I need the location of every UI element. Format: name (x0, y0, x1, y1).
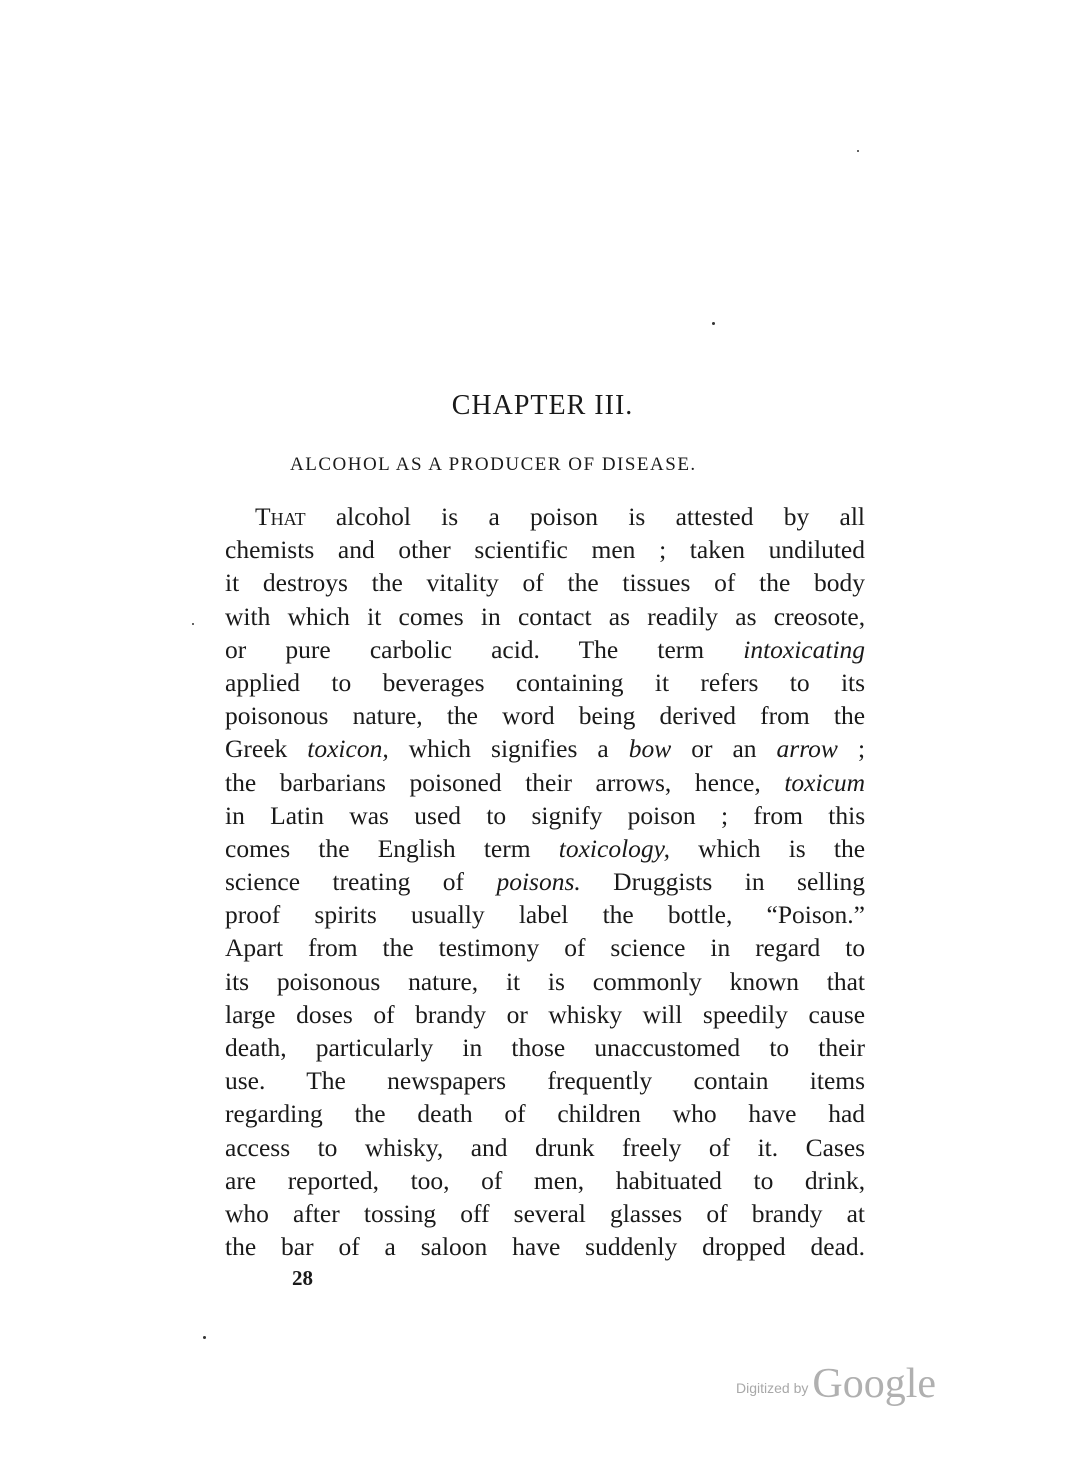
body-line (225, 898, 865, 931)
body-word: of (442, 867, 465, 897)
body-word: the (759, 568, 791, 598)
body-word: it. (757, 1132, 779, 1162)
body-word: their (818, 1033, 866, 1062)
body-word: the (225, 767, 257, 797)
body-word: the (318, 833, 350, 863)
body-word: particularly (315, 1033, 434, 1062)
body-word: which (287, 601, 350, 631)
body-word: readily (647, 601, 719, 631)
body-word: to (769, 1033, 790, 1062)
body-word: “Poison.” (766, 900, 865, 930)
body-word: who (672, 1099, 717, 1129)
body-word: off (460, 1198, 490, 1228)
body-word: men (591, 535, 636, 565)
body-word: of (338, 1232, 360, 1262)
body-word: vitality (426, 568, 499, 598)
body-line (225, 1064, 865, 1097)
body-word: testimony (438, 933, 540, 963)
body-word: bottle, (667, 900, 733, 930)
print-speck (712, 322, 715, 325)
body-word: is (547, 966, 565, 996)
body-word: a (597, 734, 609, 764)
body-word: will (642, 999, 683, 1029)
body-word: that (826, 966, 866, 996)
body-word: from (308, 933, 358, 963)
body-word: use. (225, 1066, 266, 1096)
body-word: of (564, 933, 586, 963)
body-word: proof (225, 900, 281, 930)
body-word: science (610, 933, 686, 963)
body-word: the (833, 701, 866, 731)
body-word: with (225, 601, 271, 631)
body-word: have (512, 1232, 561, 1262)
body-word: the (225, 1232, 257, 1262)
body-word: Latin (270, 800, 324, 830)
body-word: it (654, 667, 670, 697)
body-word: contact (517, 601, 592, 631)
body-word: the (382, 933, 414, 963)
body-word: from (760, 701, 810, 731)
body-word: derived (659, 701, 737, 731)
body-line (225, 500, 865, 533)
body-word: an (732, 734, 757, 764)
body-word: to (753, 1165, 774, 1195)
body-word: the (354, 1099, 386, 1129)
body-word: reported, (287, 1165, 380, 1195)
body-word: being (578, 701, 636, 731)
body-line (225, 766, 865, 799)
body-word: it (225, 568, 240, 598)
body-word: speedily (702, 999, 788, 1029)
body-word: destroys (262, 568, 348, 598)
body-word: signifies (491, 734, 578, 764)
body-word: term (657, 634, 705, 664)
body-word: in (462, 1033, 483, 1062)
body-word: after (293, 1198, 340, 1228)
body-word: their (525, 767, 572, 797)
body-word: pure (285, 634, 331, 664)
body-word: nature, (408, 966, 479, 996)
body-line (225, 533, 865, 566)
body-word: all (839, 502, 866, 531)
body-word: a (488, 502, 500, 531)
body-word: of (714, 568, 736, 598)
body-word: Greek (225, 734, 288, 764)
body-word: as (608, 601, 631, 631)
body-word: signify (531, 800, 603, 830)
body-word: body (814, 568, 866, 598)
body-word: suddenly (585, 1232, 678, 1262)
watermark-prefix: Digitized by (736, 1380, 809, 1396)
body-word: poisonous (276, 966, 381, 996)
body-word: English (377, 833, 456, 863)
body-word: is (441, 502, 459, 531)
body-word: death, (225, 1033, 287, 1062)
body-word: it (505, 966, 521, 996)
body-word: to (331, 667, 352, 697)
body-line (225, 1164, 865, 1197)
body-line (225, 865, 865, 898)
body-word: term (483, 833, 531, 863)
print-speck (203, 1336, 206, 1339)
body-word: label (518, 900, 569, 930)
body-word: ; (659, 535, 667, 565)
body-word: The (306, 1066, 346, 1096)
body-word: brandy (751, 1198, 823, 1228)
body-word: newspapers (387, 1066, 507, 1096)
body-word: have (748, 1099, 797, 1129)
body-word: bow (628, 734, 672, 764)
body-word: and (470, 1132, 508, 1162)
body-word: in (225, 800, 245, 830)
body-word: dead. (810, 1232, 866, 1262)
body-word: whisky (548, 999, 623, 1029)
body-word: are (225, 1165, 257, 1195)
body-line (225, 1197, 865, 1230)
body-word: nature, (352, 701, 423, 731)
drop-lead-word: That (255, 502, 306, 531)
body-word: children (557, 1099, 641, 1129)
body-word: used (414, 800, 462, 830)
body-word: barbarians (279, 767, 386, 797)
body-word: treating (332, 867, 411, 897)
body-word: word (502, 701, 555, 731)
body-word: Druggists (613, 867, 713, 897)
body-word: it (367, 601, 382, 631)
body-line (225, 1131, 865, 1164)
body-word: toxicology, (558, 833, 670, 863)
body-word: chemists (225, 535, 315, 565)
body-word: arrows, (595, 767, 672, 797)
body-word: glasses (609, 1198, 683, 1228)
body-word: ; (857, 734, 866, 764)
chapter-number: CHAPTER III. (451, 390, 634, 421)
body-word: doses (296, 999, 353, 1029)
body-word: to (317, 1132, 338, 1162)
body-word: of (522, 568, 544, 598)
body-word: who (225, 1198, 269, 1228)
body-word: was (349, 800, 389, 830)
body-word: unaccustomed (594, 1033, 741, 1062)
body-word: refers (700, 667, 759, 697)
body-line (225, 633, 865, 666)
body-word: habituated (615, 1165, 722, 1195)
body-word: attested (675, 502, 754, 531)
body-word: to (486, 800, 507, 830)
body-line (225, 732, 865, 765)
body-line (225, 799, 865, 832)
body-line (225, 666, 865, 699)
body-word: by (783, 502, 810, 531)
body-word: applied (225, 667, 301, 697)
body-word: contain (693, 1066, 769, 1096)
body-word: frequently (547, 1066, 653, 1096)
body-word: comes (398, 601, 464, 631)
body-word: its (225, 966, 250, 996)
body-text (225, 500, 865, 1263)
body-word: poisonous (225, 701, 329, 731)
body-word: in (480, 601, 501, 631)
body-word: to (845, 933, 866, 963)
body-word: tissues (622, 568, 691, 598)
body-word: or (691, 734, 713, 764)
body-word: creosote, (773, 601, 866, 631)
body-word: alcohol (335, 502, 411, 531)
body-word: or (506, 999, 528, 1029)
body-word: from (753, 800, 803, 830)
body-word: is (628, 502, 646, 531)
body-word: of (504, 1099, 526, 1129)
body-word: large (225, 999, 276, 1029)
body-line (225, 931, 865, 964)
body-word: The (578, 634, 619, 664)
body-word: access (225, 1132, 291, 1162)
body-word: hence, (694, 767, 761, 797)
body-word: Apart (225, 933, 284, 963)
body-word: spirits (314, 900, 377, 930)
body-word: undiluted (768, 535, 865, 565)
body-word: its (840, 667, 866, 697)
body-word: as (735, 601, 757, 631)
body-word: ; (720, 800, 729, 830)
print-speck (857, 150, 859, 152)
body-line (225, 1097, 865, 1130)
body-line (225, 1230, 865, 1263)
body-word: selling (797, 867, 866, 897)
body-word: a (384, 1232, 396, 1262)
body-word: comes (225, 833, 291, 863)
body-word: which (408, 734, 472, 764)
body-word: poison (530, 502, 599, 531)
body-word: commonly (592, 966, 702, 996)
body-word: science (225, 867, 301, 897)
body-line (225, 998, 865, 1031)
body-word: freely (621, 1132, 682, 1162)
body-word: taken (689, 535, 746, 565)
body-word: the (371, 568, 403, 598)
body-word: containing (515, 667, 624, 697)
body-word: several (513, 1198, 586, 1228)
body-word: or (225, 634, 247, 664)
body-word: of (481, 1165, 503, 1195)
body-word: the (567, 568, 599, 598)
body-word: known (729, 966, 799, 996)
body-word: at (846, 1198, 866, 1228)
body-word: bar (281, 1232, 314, 1262)
body-word: acid. (491, 634, 540, 664)
body-word: and (337, 535, 375, 565)
body-word: cause (808, 999, 866, 1029)
body-line (225, 965, 865, 998)
body-word: this (828, 800, 866, 830)
body-word: Cases (805, 1132, 866, 1162)
body-line (225, 832, 865, 865)
body-word: toxicon, (307, 734, 389, 764)
body-word: men, (533, 1165, 585, 1195)
body-word: the (446, 701, 478, 731)
body-word: scientific (474, 535, 568, 565)
body-word: of (706, 1198, 728, 1228)
body-word: items (809, 1066, 866, 1096)
digitized-watermark (736, 1360, 936, 1408)
body-word: regard (755, 933, 821, 963)
body-word: in (744, 867, 765, 897)
body-word: drunk (535, 1132, 595, 1162)
body-word: drink, (804, 1165, 866, 1195)
body-word: intoxicating (743, 634, 866, 664)
body-line (225, 699, 865, 732)
body-word: usually (410, 900, 485, 930)
body-word: saloon (420, 1232, 488, 1262)
body-word: those (511, 1033, 566, 1062)
body-word: whisky, (364, 1132, 444, 1162)
body-line (225, 1031, 865, 1064)
body-word: of (708, 1132, 731, 1162)
google-logo: Google (812, 1361, 937, 1407)
body-word: of (373, 999, 395, 1029)
body-word: toxicum (784, 767, 866, 797)
body-word: the (833, 833, 866, 863)
body-word: is (788, 833, 806, 863)
body-word: other (398, 535, 451, 565)
body-word: to (789, 667, 810, 697)
body-word: tossing (363, 1198, 437, 1228)
body-word: dropped (702, 1232, 786, 1262)
body-word: the (602, 900, 634, 930)
body-line (225, 600, 865, 633)
page-number: 28 (292, 1266, 313, 1290)
body-word: which (698, 833, 761, 863)
body-word: regarding (225, 1099, 323, 1129)
body-word: too, (410, 1165, 450, 1195)
body-word: death (417, 1099, 473, 1129)
body-word: in (710, 933, 731, 963)
body-word: poisons. (496, 867, 581, 897)
body-line (225, 566, 865, 599)
body-word: brandy (415, 999, 486, 1029)
body-word: poisoned (409, 767, 502, 797)
print-speck (192, 623, 194, 625)
body-word: arrow (776, 734, 838, 764)
body-word: beverages (382, 667, 485, 697)
body-word: had (828, 1099, 866, 1129)
chapter-title: ALCOHOL AS A PRODUCER OF DISEASE. (290, 454, 697, 475)
body-word: carbolic (369, 634, 452, 664)
body-word: poison (627, 800, 696, 830)
